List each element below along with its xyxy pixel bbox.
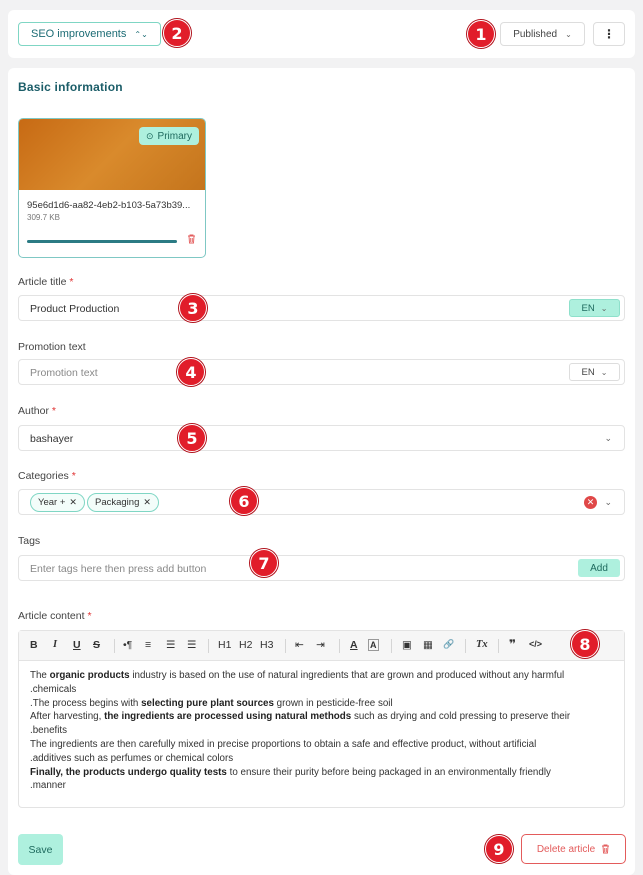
author-label: [18, 405, 56, 417]
blockquote-button[interactable]: ❞: [509, 637, 517, 651]
category-chip-label: Year +: [38, 497, 66, 508]
editor-toolbar: [19, 631, 624, 661]
annotation-marker-3: 3: [179, 294, 207, 322]
tags-placeholder: Enter tags here then press add button: [30, 563, 207, 575]
ordered-list-button[interactable]: ☰: [166, 639, 176, 651]
indent-button[interactable]: ⇥: [316, 639, 325, 651]
content-line: .additives such as perfumes or chemical colors: [30, 752, 234, 764]
sort-icon: ⌃⌄: [134, 29, 148, 39]
chevron-down-icon: ⌄: [600, 367, 608, 377]
article-content-label: [18, 610, 92, 622]
bullet-list-button[interactable]: ☰: [187, 639, 197, 651]
annotation-marker-7: 7: [250, 549, 278, 577]
outdent-button[interactable]: ⇤: [295, 639, 304, 651]
toolbar-divider: [208, 639, 209, 653]
required-mark: *: [87, 610, 92, 622]
promotion-text-label: Promotion text: [18, 341, 86, 353]
status-dropdown[interactable]: [500, 22, 585, 46]
toolbar-divider: [285, 639, 286, 653]
delete-article-button[interactable]: [521, 834, 626, 864]
tags-label: Tags: [18, 535, 41, 547]
required-mark: *: [71, 470, 76, 482]
insert-link-button[interactable]: 🔗: [443, 639, 455, 649]
category-chip-label: Packaging: [95, 497, 140, 508]
file-name: 95e6d1d6-aa82-4eb2-b103-5a73b39...: [27, 200, 191, 211]
content-line: .chemicals: [30, 683, 77, 695]
kebab-icon: ⋮: [603, 27, 615, 41]
heading1-button[interactable]: H1: [218, 639, 232, 651]
bold-button[interactable]: B: [30, 639, 38, 651]
italic-button[interactable]: I: [53, 639, 58, 650]
toolbar-divider: [114, 639, 115, 653]
toolbar-divider: [339, 639, 340, 653]
close-icon[interactable]: ✕: [69, 497, 77, 507]
heading3-button[interactable]: H3: [260, 639, 274, 651]
underline-button[interactable]: U: [73, 639, 81, 651]
rich-text-editor[interactable]: [18, 630, 625, 808]
title-language-select[interactable]: [569, 299, 620, 317]
title-language-label: EN: [581, 302, 595, 314]
upload-progress-bar: [27, 240, 177, 243]
save-button[interactable]: Save: [18, 834, 63, 865]
category-chip[interactable]: [87, 493, 159, 512]
promo-language-label: EN: [581, 366, 595, 378]
status-label: Published: [513, 28, 558, 40]
toolbar-divider: [465, 639, 466, 653]
align-button[interactable]: ≡: [145, 639, 152, 651]
content-line: .manner: [30, 780, 66, 792]
chevron-down-icon: ⌄: [565, 29, 572, 39]
primary-badge[interactable]: [139, 127, 199, 145]
promo-language-select[interactable]: [569, 363, 620, 381]
categories-label: [18, 470, 76, 482]
section-title: Basic information: [18, 80, 123, 94]
promotion-text-placeholder: Promotion text: [30, 367, 98, 379]
annotation-marker-9: 9: [485, 835, 513, 863]
content-line: .benefits: [30, 725, 68, 737]
code-button[interactable]: </>: [529, 639, 543, 649]
article-title-field[interactable]: [18, 295, 625, 321]
primary-badge-label: Primary: [157, 130, 192, 142]
add-tag-button[interactable]: Add: [578, 559, 620, 577]
clear-all-icon[interactable]: ✕: [584, 496, 597, 509]
trash-icon: [601, 844, 610, 854]
article-content-label-text: Article content: [18, 610, 85, 622]
content-line: .The process begins with selecting pure plant sources grown in pesticide-free soil: [30, 697, 393, 709]
chevron-down-icon: ⌄: [600, 303, 608, 313]
strike-button[interactable]: S: [93, 639, 101, 651]
content-line: The organic products industry is based on the use of natural ingredients that are grown and produced without any harmful: [30, 670, 565, 681]
author-label-text: Author: [18, 405, 49, 417]
delete-article-label: Delete article: [536, 843, 596, 855]
check-circle-icon: ⊙: [146, 130, 154, 141]
required-mark: *: [51, 405, 56, 417]
file-size: 309.7 KB: [27, 213, 60, 222]
annotation-marker-4: 4: [177, 358, 205, 386]
editor-content[interactable]: [30, 669, 618, 793]
close-icon[interactable]: ✕: [143, 497, 151, 507]
content-line: The ingredients are then carefully mixed in precise proportions to obtain a safe and effective product, without artificial: [30, 738, 537, 750]
article-title-label-text: Article title: [18, 276, 67, 288]
annotation-marker-5: 5: [178, 424, 206, 452]
promotion-text-field[interactable]: [18, 359, 625, 385]
content-line: After harvesting, the ingredients are processed using natural methods such as drying and cold pressing to preserve their: [30, 711, 571, 723]
author-select[interactable]: [18, 425, 625, 451]
top-bar: [8, 10, 635, 58]
categories-label-text: Categories: [18, 470, 69, 482]
category-select[interactable]: [18, 22, 161, 46]
tags-input[interactable]: [18, 555, 625, 581]
annotation-marker-2: 2: [163, 19, 191, 47]
annotation-marker-1: 1: [467, 20, 495, 48]
toolbar-divider: [391, 639, 392, 653]
upload-progress-fill: [27, 240, 177, 243]
article-title-value: Product Production: [30, 303, 120, 315]
article-title-label: [18, 276, 73, 288]
content-line: Finally, the products undergo quality tests to ensure their purity before being packaged in an environmentally friendly: [30, 766, 551, 778]
categories-select[interactable]: [18, 489, 625, 515]
heading2-button[interactable]: H2: [239, 639, 253, 651]
annotation-marker-8: 8: [571, 630, 599, 658]
category-chip[interactable]: [30, 493, 85, 512]
paragraph-button[interactable]: •¶: [123, 639, 133, 651]
delete-image-icon[interactable]: [187, 234, 196, 247]
author-value: bashayer: [30, 433, 74, 445]
article-form-card: [8, 68, 635, 875]
toolbar-divider: [498, 639, 499, 653]
chevron-down-icon: ⌄: [604, 497, 612, 507]
chevron-down-icon: ⌄: [604, 433, 612, 443]
required-mark: *: [69, 276, 74, 288]
clear-format-button[interactable]: Tx: [476, 639, 488, 650]
category-select-label: SEO improvements: [31, 28, 127, 40]
insert-image-button[interactable]: ▣: [402, 639, 412, 651]
background-color-button[interactable]: A: [370, 640, 377, 650]
annotation-marker-6: 6: [230, 487, 258, 515]
image-upload-card[interactable]: [18, 118, 206, 258]
insert-video-button[interactable]: ▦: [423, 639, 433, 651]
more-options-button[interactable]: [593, 22, 625, 46]
text-color-button[interactable]: A: [350, 639, 358, 651]
